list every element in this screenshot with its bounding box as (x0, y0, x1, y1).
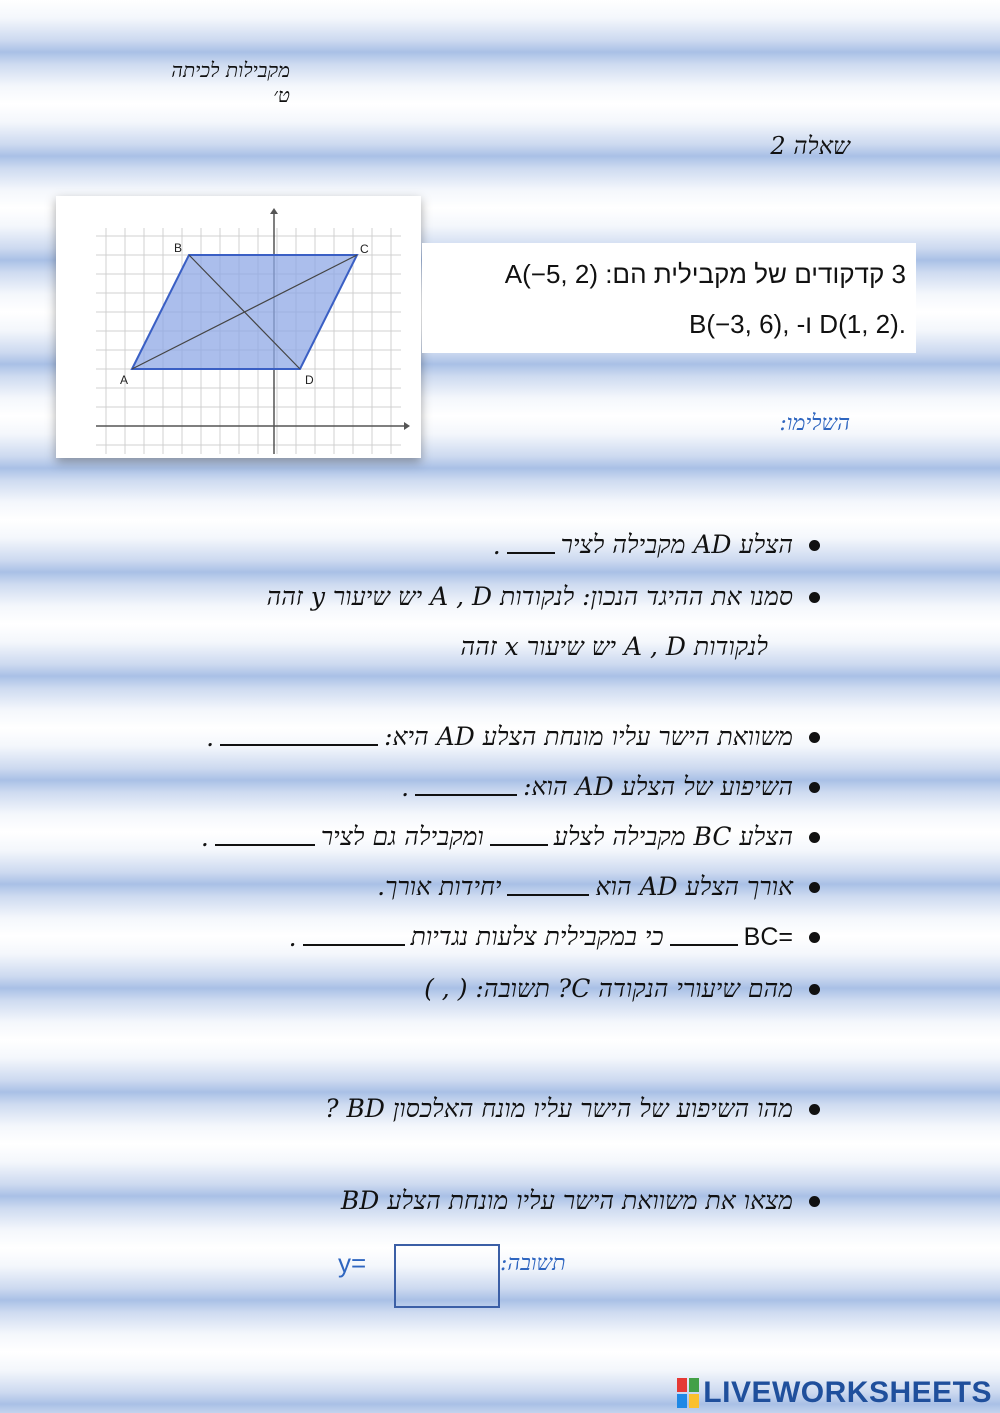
list-item[interactable] (267, 582, 820, 612)
item-text-end: . (206, 723, 215, 752)
bullet-icon (809, 782, 820, 793)
bullet-icon (809, 882, 820, 893)
bullet-icon (809, 984, 820, 995)
bullet-icon (809, 732, 820, 743)
complete-label: השלימו: (779, 411, 850, 436)
problem-statement (422, 243, 916, 353)
item-text-2: כי במקבילית צלעות נגדיות (410, 922, 664, 951)
problem-line-2: .D(1, 2) ו- ,B(−3, 6) (688, 309, 906, 339)
answer-blank[interactable] (415, 790, 517, 796)
item-text-end: . (401, 773, 410, 802)
point-c-question[interactable]: מהם שיעורי הנקודה C? תשובה: ( , ) (424, 974, 793, 1003)
answer-blank[interactable] (507, 890, 589, 896)
problem-line-1: 3 קדקודים של מקבילית הם: A(−5, 2) (504, 259, 906, 289)
bullet-icon (809, 832, 820, 843)
brand-text: LIVEWORKSHEETS (703, 1376, 992, 1409)
point-label-d: D (305, 373, 314, 387)
list-item[interactable] (424, 974, 820, 1004)
item-text: אורך הצלע AD הוא (595, 872, 793, 901)
worksheet-title: מקבילות לכיתה ט׳ (171, 58, 290, 107)
list-item (493, 530, 820, 560)
bullet-icon (809, 932, 820, 943)
option-y-same[interactable]: סמנו את ההיגד הנכון: לנקודות A , D יש שיעור y זהה (266, 582, 793, 611)
list-item (401, 772, 820, 802)
bullet-icon (809, 592, 820, 603)
item-text-2: ומקבילה גם לציר (320, 822, 484, 851)
answer-blank[interactable] (507, 548, 555, 554)
item-text-end: . (288, 923, 297, 952)
bullet-icon (809, 540, 820, 551)
question-label: שאלה 2 (770, 132, 850, 160)
list-item (377, 872, 820, 902)
list-item (206, 722, 820, 752)
item-text: הצלע BC מקבילה לצלע (553, 822, 793, 851)
item-text: BC= (743, 923, 793, 951)
answer-blank[interactable] (670, 940, 738, 946)
parallelogram-graph (56, 196, 421, 458)
item-text-end: . (200, 823, 209, 852)
item-text-2: יחידות אורך. (377, 872, 502, 901)
coordinate-grid (56, 196, 421, 458)
liveworksheets-logo (677, 1376, 992, 1410)
list-item (325, 1094, 820, 1124)
item-text: השיפוע של הצלע AD הוא: (523, 772, 793, 801)
answer-prefix: y= (338, 1248, 367, 1278)
bullet-icon (809, 1196, 820, 1207)
item-text: הצלע AD מקבילה לציר (560, 530, 793, 559)
list-item (289, 922, 820, 952)
item-text: משוואת הישר עליו מונחת הצלע AD היא: (384, 722, 793, 751)
logo-icon (677, 1378, 699, 1408)
point-label-c: C (360, 242, 369, 256)
answer-blank[interactable] (220, 740, 378, 746)
answer-blank[interactable] (215, 840, 315, 846)
list-item (201, 822, 820, 852)
point-label-a: A (120, 373, 129, 387)
answer-input[interactable] (394, 1244, 500, 1308)
item-text: מהו השיפוע של הישר עליו מונח האלכסון BD ? (325, 1094, 793, 1123)
bullet-icon (809, 1104, 820, 1115)
item-text-end: . (492, 531, 501, 560)
list-item (341, 1186, 820, 1216)
answer-blank[interactable] (303, 940, 405, 946)
point-label-b: B (174, 241, 183, 255)
answer-label: תשובה: (500, 1251, 566, 1276)
option-x-same[interactable]: לנקודות A , D יש שיעור x זהה (460, 632, 768, 661)
answer-blank[interactable] (490, 840, 548, 846)
item-text: מצאו את משוואת הישר עליו מונחת הצלע BD (340, 1186, 793, 1215)
